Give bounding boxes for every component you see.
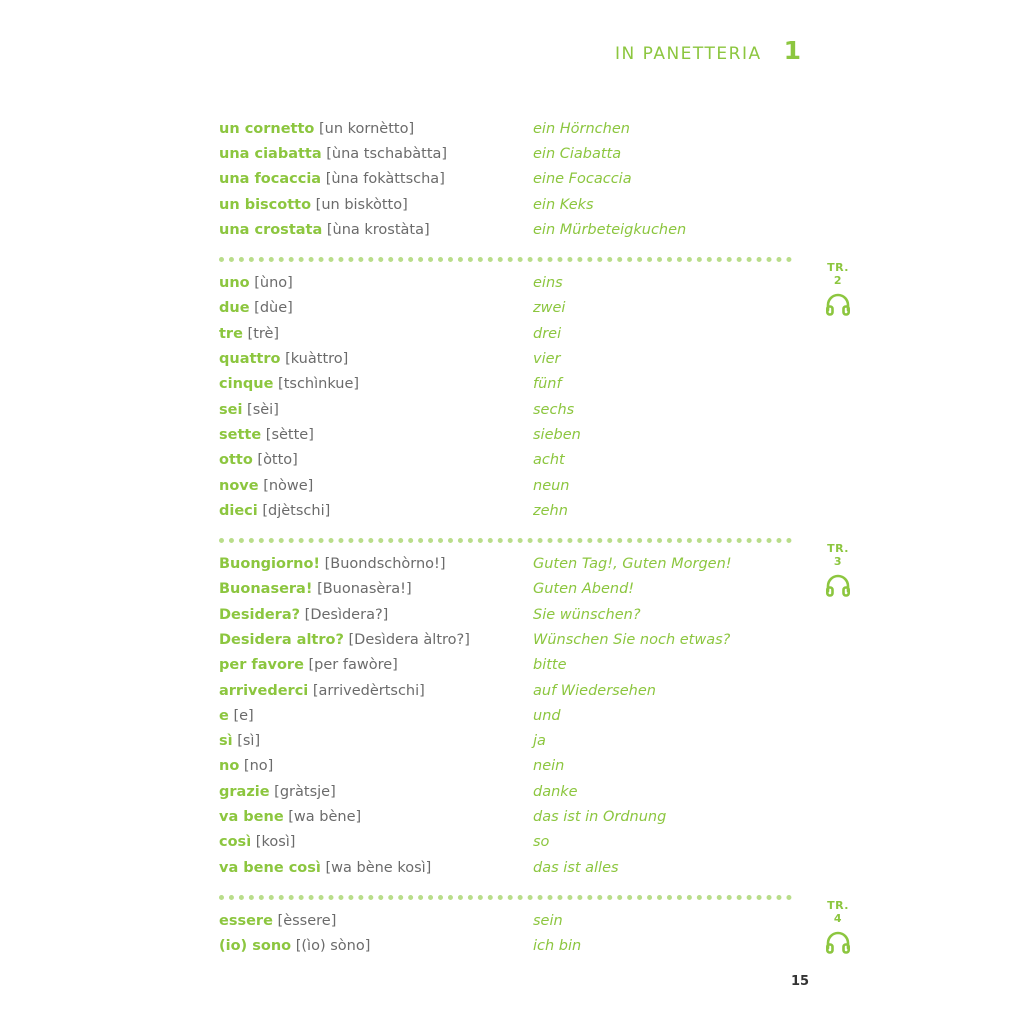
italian-term: Buongiorno! [219, 556, 321, 573]
headphones-icon[interactable] [825, 293, 851, 317]
german-translation: zwei [533, 300, 566, 317]
italian-entry [219, 632, 533, 648]
italian-entry [219, 402, 533, 418]
italian-term: uno [219, 275, 250, 292]
vocabulary-row [219, 167, 794, 192]
italian-term: no [219, 758, 240, 775]
vocabulary-row [219, 270, 794, 295]
italian-entry [219, 938, 533, 954]
vocabulary-row [219, 296, 794, 321]
italian-entry [219, 222, 533, 238]
pronunciation: [trè] [247, 325, 280, 342]
pronunciation: [kuàttro] [285, 351, 349, 368]
german-translation: danke [533, 783, 578, 800]
pronunciation: [Buonasèra!] [317, 581, 412, 598]
italian-term: va bene così [219, 859, 321, 876]
italian-entry [219, 427, 533, 443]
italian-entry [219, 171, 533, 187]
german-translation: Wünschen Sie noch etwas? [533, 631, 731, 648]
german-translation: fünf [533, 376, 562, 393]
german-translation: Guten Abend! [533, 581, 635, 598]
vocabulary-row [219, 804, 794, 829]
pronunciation: [wa bène kosì] [325, 859, 432, 876]
italian-term: arrivederci [219, 682, 309, 699]
vocabulary-row [219, 653, 794, 678]
pronunciation: [Buondschòrno!] [324, 556, 446, 573]
german-translation: zehn [533, 502, 568, 519]
italian-entry [219, 351, 533, 367]
headphones-icon[interactable] [825, 574, 851, 598]
italian-entry [219, 146, 533, 162]
italian-term: per favore [219, 657, 304, 674]
italian-entry [219, 478, 533, 494]
italian-term: nove [219, 477, 259, 494]
vocabulary-row [219, 934, 794, 959]
pronunciation: [un biskòtto] [315, 196, 408, 213]
italian-entry [219, 708, 533, 724]
italian-term: Desidera? [219, 606, 301, 623]
pronunciation: [Desìdera àltro?] [348, 631, 470, 648]
pronunciation: [tschìnkue] [278, 376, 360, 393]
italian-entry [219, 275, 533, 291]
audio-track[interactable] [821, 542, 855, 598]
german-translation: drei [533, 325, 562, 342]
italian-term: sì [219, 733, 233, 750]
vocabulary-row [219, 217, 794, 242]
pronunciation: [dùe] [254, 300, 293, 317]
vocabulary-row [219, 678, 794, 703]
german-translation: eine Focaccia [533, 171, 632, 188]
pronunciation: [èssere] [277, 912, 337, 929]
italian-term: due [219, 300, 250, 317]
pronunciation: [Desìdera?] [304, 606, 389, 623]
german-translation: ein Mürbeteigkuchen [533, 221, 687, 238]
pronunciation: [kosì] [255, 834, 296, 851]
pronunciation: [(ìo) sòno] [295, 938, 371, 955]
italian-entry [219, 452, 533, 468]
vocabulary-row [219, 855, 794, 880]
track-label: TR. 3 [827, 542, 849, 569]
italian-term: tre [219, 325, 243, 342]
german-translation: ja [533, 733, 546, 750]
german-translation: so [533, 834, 550, 851]
german-translation: Sie wünschen? [533, 606, 641, 623]
italian-term: grazie [219, 783, 270, 800]
vocabulary-row [219, 498, 794, 523]
german-translation: Guten Tag!, Guten Morgen! [533, 556, 732, 573]
german-translation: vier [533, 351, 561, 368]
italian-entry [219, 657, 533, 673]
italian-entry [219, 300, 533, 316]
vocabulary-list [219, 116, 849, 959]
vocabulary-row [219, 703, 794, 728]
vocabulary-row [219, 372, 794, 397]
pronunciation: [no] [243, 758, 274, 775]
italian-term: dieci [219, 502, 258, 519]
german-translation: auf Wiedersehen [533, 682, 656, 699]
pronunciation: [òtto] [257, 452, 298, 469]
vocabulary-row [219, 577, 794, 602]
german-translation: ich bin [533, 938, 582, 955]
vocabulary-row [219, 321, 794, 346]
italian-entry [219, 913, 533, 929]
pronunciation: [ùna fokàttscha] [325, 171, 445, 188]
page-header [615, 36, 801, 65]
pronunciation: [sètte] [265, 426, 314, 443]
italian-entry [219, 326, 533, 342]
pronunciation: [un kornètto] [319, 120, 415, 137]
italian-term: cinque [219, 376, 274, 393]
italian-entry [219, 581, 533, 597]
vocabulary-row [219, 473, 794, 498]
italian-term: sei [219, 401, 243, 418]
pronunciation: [nòwe] [263, 477, 314, 494]
vocabulary-row [219, 397, 794, 422]
italian-term: una crostata [219, 221, 323, 238]
italian-entry [219, 834, 533, 850]
italian-entry [219, 607, 533, 623]
italian-entry [219, 809, 533, 825]
italian-term: un biscotto [219, 196, 312, 213]
german-translation: eins [533, 275, 563, 292]
vocabulary-row [219, 422, 794, 447]
vocabulary-row [219, 908, 794, 933]
track-label: TR. 2 [827, 261, 849, 288]
vocabulary-row [219, 116, 794, 141]
german-translation: neun [533, 477, 570, 494]
vocabulary-row [219, 448, 794, 473]
vocabulary-row [219, 551, 794, 576]
italian-entry [219, 121, 533, 137]
track-label: TR. 4 [827, 899, 849, 926]
italian-entry [219, 197, 533, 213]
vocabulary-section [219, 542, 849, 880]
german-translation: bitte [533, 657, 567, 674]
pronunciation: [gràtsje] [274, 783, 336, 800]
page-number: 15 [791, 974, 810, 989]
italian-term: e [219, 707, 229, 724]
italian-term: otto [219, 452, 253, 469]
pronunciation: [arrivedèrtschi] [312, 682, 425, 699]
vocabulary-row [219, 602, 794, 627]
italian-term: (io) sono [219, 938, 292, 955]
german-translation: ein Ciabatta [533, 145, 622, 162]
italian-term: quattro [219, 351, 281, 368]
german-translation: sechs [533, 401, 575, 418]
italian-term: Buonasera! [219, 581, 313, 598]
pronunciation: [sì] [237, 733, 261, 750]
italian-term: un cornetto [219, 120, 315, 137]
section-divider [219, 538, 792, 543]
italian-entry [219, 758, 533, 774]
italian-entry [219, 733, 533, 749]
vocabulary-row [219, 141, 794, 166]
italian-term: Desidera altro? [219, 631, 344, 648]
pronunciation: [ùno] [254, 275, 293, 292]
vocabulary-section [219, 116, 794, 242]
pronunciation: [sèi] [247, 401, 279, 418]
german-translation: und [533, 707, 561, 724]
vocabulary-section [219, 899, 849, 959]
german-translation: acht [533, 452, 565, 469]
vocabulary-row [219, 627, 794, 652]
german-translation: ein Keks [533, 196, 594, 213]
italian-term: così [219, 834, 252, 851]
german-translation: nein [533, 758, 565, 775]
german-translation: das ist in Ordnung [533, 809, 667, 826]
italian-term: va bene [219, 809, 284, 826]
audio-track[interactable] [821, 261, 855, 317]
german-translation: ein Hörnchen [533, 120, 630, 137]
italian-entry [219, 860, 533, 876]
pronunciation: [ùna krostàta] [326, 221, 430, 238]
german-translation: sein [533, 912, 563, 929]
pronunciation: [e] [233, 707, 254, 724]
vocabulary-row [219, 346, 794, 371]
italian-term: una focaccia [219, 171, 322, 188]
chapter-number: 1 [783, 36, 801, 65]
italian-entry [219, 556, 533, 572]
pronunciation: [wa bène] [288, 809, 362, 826]
vocabulary-row [219, 830, 794, 855]
german-translation: das ist alles [533, 859, 619, 876]
vocabulary-section [219, 261, 849, 523]
pronunciation: [per fawòre] [308, 657, 398, 674]
italian-entry [219, 683, 533, 699]
vocabulary-row [219, 754, 794, 779]
vocabulary-row [219, 192, 794, 217]
italian-entry [219, 376, 533, 392]
pronunciation: [ùna tschabàtta] [326, 145, 448, 162]
german-translation: sieben [533, 426, 581, 443]
vocabulary-row [219, 729, 794, 754]
italian-term: una ciabatta [219, 145, 322, 162]
section-divider [219, 257, 792, 262]
section-divider [219, 895, 792, 900]
chapter-title: IN PANETTERIA [615, 44, 762, 64]
audio-track[interactable] [821, 899, 855, 955]
italian-entry [219, 784, 533, 800]
italian-term: essere [219, 912, 273, 929]
vocabulary-row [219, 779, 794, 804]
headphones-icon[interactable] [825, 931, 851, 955]
pronunciation: [djètschi] [262, 502, 331, 519]
italian-entry [219, 503, 533, 519]
italian-term: sette [219, 426, 262, 443]
